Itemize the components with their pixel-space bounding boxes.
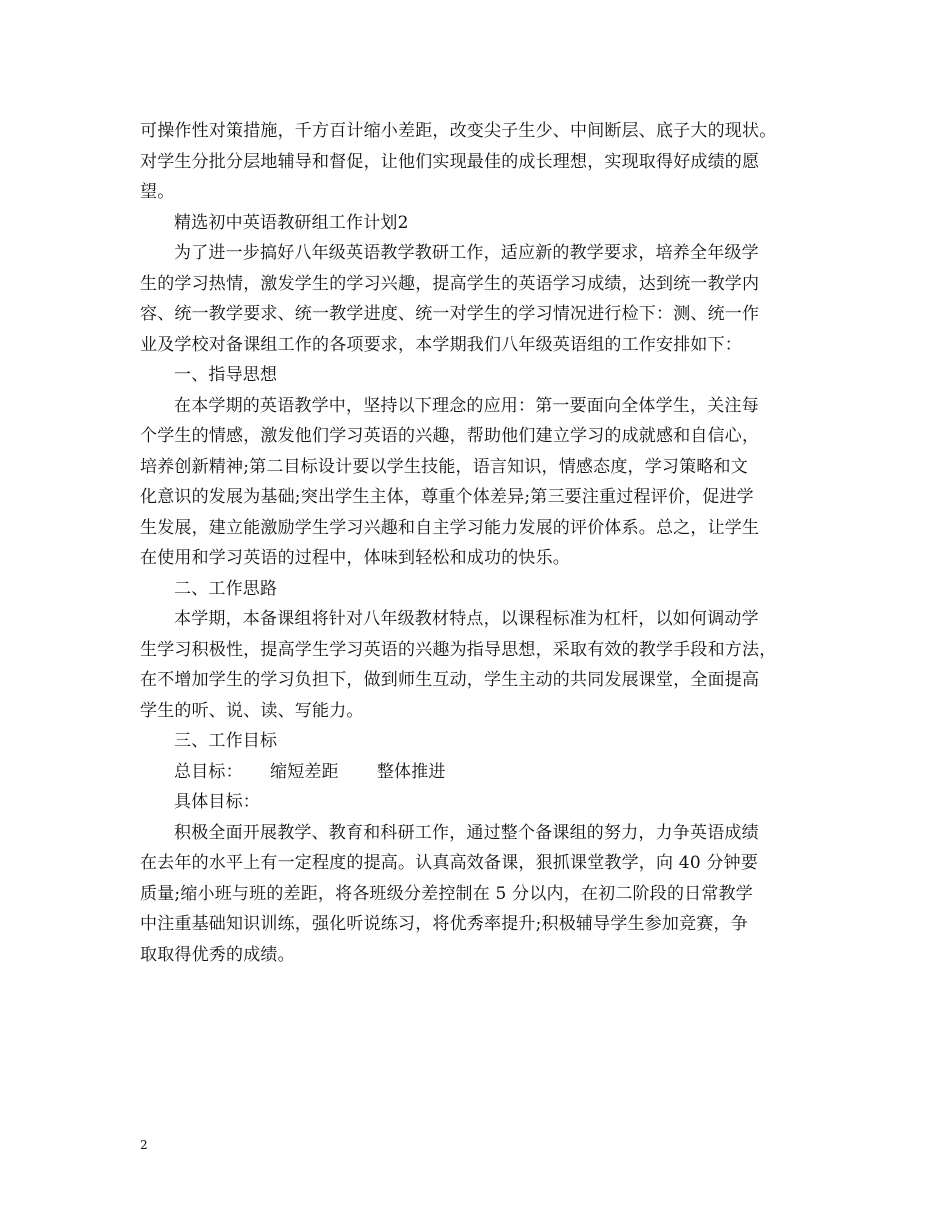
body-line: 在不增加学生的学习负担下，做到师生互动，学生主动的共同发展课堂，全面提高 bbox=[140, 670, 760, 690]
page-number: 2 bbox=[140, 1138, 148, 1152]
paragraph-start-line: 积极全面开展教学、教育和科研工作，通过整个备课组的努力，力争英语成绩 bbox=[174, 822, 759, 843]
body-line: 个学生的情感，激发他们学习英语的兴趣，帮助他们建立学习的成就感和自信心， bbox=[140, 426, 760, 446]
overall-goal-label: 总目标： bbox=[174, 761, 243, 782]
body-line: 业及学校对备课组工作的各项要求，本学期我们八年级英语组的工作安排如下： bbox=[140, 334, 742, 355]
overall-goal-item: 整体推进 bbox=[376, 761, 446, 782]
body-line: 可操作性对策措施，千方百计缩小差距，改变尖子生少、中间断层、底子大的现状。 bbox=[140, 121, 777, 141]
body-line: 生发展，建立能激励学生学习兴趣和自主学习能力发展的评价体系。总之，让学生 bbox=[140, 517, 760, 538]
body-line: 取取得优秀的成绩。 bbox=[140, 944, 295, 965]
overall-goal-item: 缩短差距 bbox=[270, 761, 339, 782]
overall-goal-line bbox=[140, 757, 824, 788]
body-line: 对学生分批分层地辅导和督促，让他们实现最佳的成长理想，实现取得好成绩的愿 bbox=[140, 151, 760, 172]
body-line: 容、统一教学要求、统一教学进度、统一对学生的学习情况进行检下：测、统一作 bbox=[140, 304, 760, 324]
body-line: 化意识的发展为基础;突出学生主体，尊重个体差异;第三要注重过程评价，促进学 bbox=[140, 487, 754, 507]
body-line: 培养创新精神;第二目标设计要以学生技能，语言知识，情感态度，学习策略和文 bbox=[140, 456, 748, 477]
paragraph-start-line: 本学期，本备课组将针对八年级教材特点，以课程标准为杠杆，以如何调动学 bbox=[174, 609, 759, 629]
heading-guiding-thought: 一、指导思想 bbox=[174, 365, 278, 385]
document-body bbox=[140, 116, 824, 970]
paragraph-start-line: 为了进一步搞好八年级英语教学教研工作，适应新的教学要求，培养全年级学 bbox=[174, 243, 759, 263]
body-line: 学生的听、说、读、写能力。 bbox=[140, 700, 364, 721]
body-line: 质量;缩小班与班的差距，将各班级分差控制在 5 分以内，在初二阶段的日常教学 bbox=[140, 883, 753, 904]
specific-goals-label: 具体目标： bbox=[174, 792, 260, 812]
body-line: 生的学习热情，激发学生的学习兴趣，提高学生的英语学习成绩，达到统一教学内 bbox=[140, 273, 760, 294]
body-line: 望。 bbox=[140, 182, 175, 202]
body-line: 生学习积极性，提高学生学习英语的兴趣为指导思想，采取有效的教学手段和方法， bbox=[140, 639, 777, 660]
paragraph-start-line: 在本学期的英语教学中，坚持以下理念的应用：第一要面向全体学生，关注每 bbox=[174, 395, 759, 416]
body-line: 在使用和学习英语的过程中，体味到轻松和成功的快乐。 bbox=[140, 548, 570, 568]
heading-work-goals: 三、工作目标 bbox=[174, 731, 278, 751]
section-title: 精选初中英语教研组工作计划2 bbox=[174, 212, 409, 233]
heading-work-approach: 二、工作思路 bbox=[174, 578, 278, 599]
body-line: 中注重基础知识训练，强化听说练习，将优秀率提升;积极辅导学生参加竞赛，争 bbox=[140, 914, 748, 934]
body-line: 在去年的水平上有一定程度的提高。认真高效备课，狠抓课堂教学，向 40 分钟要 bbox=[140, 853, 759, 873]
